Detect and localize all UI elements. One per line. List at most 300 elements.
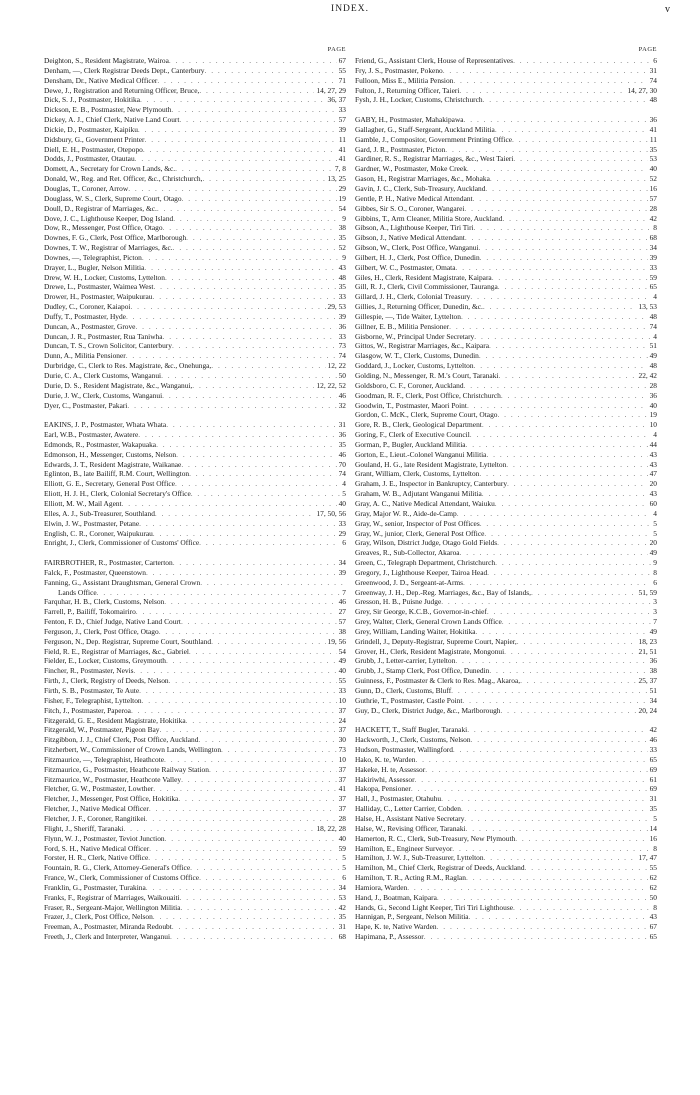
index-entry [44,430,346,440]
entry-text: Dickie, D., Postmaster, Kaipiku [44,124,138,134]
dot-leader [209,765,337,775]
index-entry [44,371,346,381]
entry-page: 36 [649,656,657,666]
entry-page: 40 [649,400,657,410]
entry-page: 31 [338,420,346,430]
dot-leader [181,775,337,785]
entry-text: Hamerton, R. C., Clerk, Sub-Treasury, New Plymouth [355,833,516,843]
entry-text: Gillespie, —, Tide Waiter, Lyttelton [355,311,461,321]
entry-page: 13, 53 [638,302,657,312]
entry-text: Hamilton, E., Engineer Surveyor [355,843,453,853]
entry-text: Dewe, J., Registration and Returning Officer, Bruce, [44,85,200,95]
dot-leader [500,706,636,716]
entry-page: 31 [649,65,657,75]
index-entry [355,814,657,824]
entry-text: Donald, W., Reg. and Ret. Officer, &c., Christchurch, [44,174,203,184]
entry-text: Hand, J., Boatman, Kaipara [355,892,437,902]
index-entry [355,873,657,883]
dot-leader [480,253,648,263]
entry-text: Gresson, H. B., Puisne Judge [355,597,442,607]
dot-leader [498,282,648,292]
dot-leader [467,164,648,174]
entry-text: Hako, K. te, Warden [355,754,416,764]
dot-leader [479,243,648,253]
index-entry [44,154,346,164]
entry-text: Halse, W., Revising Officer, Taranaki [355,823,466,833]
index-entry [355,656,657,666]
dot-leader [469,912,648,922]
entry-page: 8 [653,843,657,853]
index-entry [44,56,346,66]
entry-text: Duncan, T. S., Crown Solicitor, Canterbury [44,341,172,351]
entry-text: Franklin, G., Postmaster, Turakina [44,882,146,892]
index-entry [44,292,346,302]
entry-page: 59 [649,272,657,282]
entry-page: 8 [653,567,657,577]
index-entry [355,204,657,214]
entry-page: 41 [338,784,346,794]
dot-leader [459,86,625,96]
entry-page: 55 [338,676,346,686]
index-entry [355,666,657,676]
dot-leader [479,351,648,361]
dot-leader [169,56,337,66]
entry-page: 6 [342,538,346,548]
entry-text: Gray, Major W. R., Aide-de-Camp [355,508,457,518]
entry-page: 20 [649,538,657,548]
dot-leader [466,824,648,834]
entry-page: 48 [338,272,346,282]
entry-text: Fitzherbert, W., Commissioner of Crown Lands, Wellington [44,745,222,755]
dot-leader [437,922,648,932]
dot-leader [146,814,337,824]
index-entry [355,903,657,913]
entry-text: Gunn, D., Clerk, Customs, Bluff [355,686,452,695]
entry-page: 28 [338,813,346,823]
dot-leader [483,302,637,312]
entry-page: 27 [338,607,346,617]
dot-leader [146,568,337,578]
entry-page: 34 [649,243,657,253]
index-entry [44,765,346,775]
index-entry [44,125,346,135]
entry-text: Duncan, A., Postmaster, Grove [44,321,136,331]
index-entry [355,509,657,519]
entry-page: 38 [338,223,346,233]
dot-leader [453,76,647,86]
dot-leader [180,903,336,913]
entry-text: Dow, R., Messenger, Post Office, Otago [44,223,163,233]
dot-leader [135,154,337,164]
index-entry [355,214,657,224]
dot-leader [164,597,336,607]
dot-leader [476,627,648,637]
entry-page: 40 [338,498,346,508]
entry-page: 36, 37 [327,95,346,105]
dot-leader [501,391,648,401]
entry-page: 54 [338,646,346,656]
dot-leader [199,873,340,883]
entry-text: Gill, R. J., Clerk, Civil Commissioner, Tauranga [355,282,498,292]
index-entry [355,371,657,381]
index-entry [44,351,346,361]
index-entry [44,204,346,214]
entry-text: Hannigan, P., Sergeant, Nelson Militia [355,912,469,922]
index-entry [44,932,346,942]
index-entry [355,233,657,243]
entry-page: 5 [342,853,346,863]
dot-leader [189,647,337,657]
entry-text: Flight, J., Sheriff, Taranaki [44,823,124,833]
index-entry [44,794,346,804]
dot-leader [166,656,337,666]
entry-page: 69 [649,764,657,774]
dot-leader [449,322,647,332]
dot-leader [97,588,341,598]
index-entry [355,322,657,332]
index-entry [355,824,657,834]
dot-leader [221,745,337,755]
entry-page: 37 [338,794,346,804]
index-entry [44,420,346,430]
index-entry [44,627,346,637]
entry-text: EAKINS, J. P., Postmaster, Whata Whata [44,420,167,430]
entry-page: 9 [342,252,346,262]
entry-page: 71 [338,75,346,85]
index-entry [44,647,346,657]
entry-text: Edmonds, R., Postmaster, Wakapuaka [44,439,157,449]
index-entry [44,775,346,785]
entry-text: Hamilton, T. R., Acting R.M., Raglan [355,873,466,883]
index-entry [355,223,657,233]
index-entry [44,233,346,243]
index-entry [44,105,346,115]
index-entry [44,824,346,834]
index-entry [44,834,346,844]
index-entry [44,903,346,913]
entry-page: 33 [338,686,346,695]
dot-leader [470,292,651,302]
dot-leader [178,794,336,804]
index-entry [44,135,346,145]
entry-page: 12, 22, 52 [316,380,346,390]
entry-page: 4 [653,508,657,518]
index-entry [44,194,346,204]
entry-text: Gillard, J. H., Clerk, Colonial Treasury [355,292,471,302]
index-entry [355,893,657,903]
entry-text: Dudley, C., Coroner, Kaiapoi [44,302,131,312]
index-entry [355,430,657,440]
entry-text: Falck, F., Postmaster, Queenstown [44,567,146,577]
index-entry [44,745,346,755]
entry-text: Gray, Wilson, District Judge, Otago Gold Fields [355,538,498,548]
entry-text: Hands, G., Second Light Keeper, Tiri Tiri Lighthouse [355,902,513,912]
entry-text: Fitzmaurice, W., Postmaster, Heathcote Valley [44,774,182,784]
entry-text: Didsbury, G., Government Printer [44,134,145,144]
entry-text: Gouland, H. G., late Resident Magistrate, Lyttelton [355,459,507,469]
dot-leader [142,696,337,706]
dot-leader [146,883,337,893]
index-entry [355,922,657,932]
dot-leader [163,332,337,342]
entry-page: 4 [653,292,657,302]
entry-page: 19, 56 [327,636,346,646]
entry-text: Forster, H. R., Clerk, Native Office [44,853,149,863]
index-entry [44,66,346,76]
entry-page: 14, 27, 30 [627,85,657,95]
entry-text: Elliott, G. E., Secretary, General Post Office [44,479,175,489]
dot-leader [199,538,340,548]
index-entry [355,765,657,775]
entry-text: Drower, H., Postmaster, Waipukurau [44,292,153,302]
entry-text: Gibbes, Sir S. O., Coroner, Wangarei [355,203,465,213]
index-entry [355,912,657,922]
entry-text: Hakeke, H. te, Assessor [355,764,426,774]
entry-page: 57 [338,617,346,627]
entry-page: 43 [649,449,657,459]
page-header [0,4,700,20]
dot-leader [186,233,336,243]
entry-text: Gardner, W., Postmaster, Moke Creek [355,164,467,174]
entry-page: 5 [342,489,346,499]
entry-page: 11 [649,134,657,144]
entry-text: Elwin, J. W., Postmaster, Petane [44,518,140,528]
index-entry [44,381,346,391]
entry-page: 3 [653,607,657,617]
dot-leader [471,735,648,745]
index-entry [44,696,346,706]
dot-leader [143,145,337,155]
dot-leader [497,538,647,548]
index-entry [355,637,657,647]
index-entry [44,479,346,489]
dot-leader [157,204,337,214]
entry-page: 42 [338,902,346,912]
dot-leader [211,361,325,371]
dot-leader [191,489,341,499]
entry-text: Grant, William, Clerk, Customs, Lyttelton [355,469,480,479]
entry-text: Dyer, C., Postmaster, Pakari [44,400,128,410]
entry-text: Firth, S. B., Postmaster, Te Aute [44,686,140,695]
dot-leader [162,391,336,401]
entry-text: Hamilton, J. W. J., Sub-Treasurer, Lyttelton [355,853,484,863]
entry-page: 53 [649,154,657,164]
dot-leader [484,529,651,539]
dot-leader [411,784,648,794]
index-entry [44,332,346,342]
entry-text: Guinness, F., Postmaster & Clerk to Res. Mag., Akaroa, [355,676,521,686]
dot-leader [165,273,337,283]
entry-text: Duncan, J. R., Postmaster, Rua Taniwha [44,331,163,341]
dot-leader [131,706,337,716]
entry-page: 39 [649,252,657,262]
index-entry [44,706,346,716]
entry-page: 21, 51 [638,646,657,656]
entry-text: Guy, D., Clerk, District Judge, &c., Marlborough [355,705,501,715]
entry-text: Freeth, J., Clerk and Interpreter, Wanganui [44,932,171,942]
index-entry [355,548,657,558]
entry-page: 39 [338,311,346,321]
entry-page: 74 [338,351,346,361]
dot-leader [172,922,337,932]
dot-leader [467,725,647,735]
entry-text: Hall, J., Postmaster, Otahuhu [355,794,442,804]
index-entry [44,263,346,273]
entry-page: 38 [338,626,346,636]
entry-page: 34 [338,558,346,568]
index-entry [44,538,346,548]
index-entry [355,794,657,804]
dot-leader [480,519,652,529]
index-entry [355,489,657,499]
entry-page [344,578,346,588]
dot-leader [489,341,648,351]
entry-text: Durie, J. W., Clerk, Customs, Wanganui [44,390,163,400]
entry-page: 8 [653,902,657,912]
entry-text: Frazer, J., Clerk, Post Office, Nelson [44,912,153,922]
index-entry [44,519,346,529]
entry-text: Graham, J. E., Inspector in Bankruptcy, Canterbury [355,479,508,489]
dot-leader [159,725,336,735]
dot-leader [464,204,647,214]
entry-text: Gilbert, W. C., Postmaster, Omata [355,262,456,272]
index-entry [44,174,346,184]
entry-page: 33 [338,518,346,528]
index-entry [44,686,346,696]
dot-leader [126,351,337,361]
entry-text: Fenton, F. D., Chief Judge, Native Land Court [44,617,181,627]
index-entry [355,499,657,509]
index-entry [44,499,346,509]
index-entry [355,135,657,145]
dot-leader [172,341,337,351]
entry-page: 42 [649,725,657,735]
right-entry-list [355,56,657,942]
entry-page: 6 [653,577,657,587]
index-entry [44,164,346,174]
index-entry [44,844,346,854]
entry-page: 49 [338,656,346,666]
dot-leader [166,420,336,430]
entry-text: Earl, W.B., Postmaster, Awatere [44,430,139,440]
index-entry [44,814,346,824]
page-column-heading: PAGE [327,46,346,53]
section-gap [355,105,657,115]
entry-text: Denham, —, Clerk Registrar Deeds Dept., Canterbury [44,65,205,75]
index-entry [355,519,657,529]
entry-page: 43 [338,262,346,272]
entry-page: 33 [649,262,657,272]
index-entry [355,469,657,479]
dot-leader [495,558,651,568]
entry-text: Halse, H., Assistant Native Secretary [355,813,465,823]
entry-text: Dunn, A., Militia Pensioner [44,351,126,361]
entry-page: 20, 24 [638,705,657,715]
entry-text: Gray, W., senior, Inspector of Post Offices [355,518,480,528]
index-entry [355,735,657,745]
entry-page: 49 [649,548,657,558]
entry-page: 33 [649,745,657,755]
entry-page: 30 [338,735,346,745]
dot-leader [122,499,337,509]
dot-leader [490,174,648,184]
entry-page: 40 [649,164,657,174]
index-entry [44,607,346,617]
dot-leader [153,282,336,292]
entry-text: Gibson, J., Native Medical Attendant [355,233,465,243]
index-entry [44,391,346,401]
entry-page: 65 [649,932,657,942]
entry-text: Giles, H., Clerk, Resident Magistrate, Kaipara [355,272,492,282]
entry-text: Drew, W. H., Locker, Customs, Lyttelton [44,272,165,282]
entry-text: Fitzmaurice, G., Postmaster, Heathcote Railway Station [44,764,209,774]
index-entry [355,804,657,814]
entry-page: 10 [649,420,657,430]
entry-text: Dodds, J., Postmaster, Otautau [44,154,135,164]
entry-page: 12, 22 [327,361,346,371]
index-entry [355,588,657,598]
entry-text: Gilbert, H. J., Clerk, Post Office, Dunedin [355,252,480,262]
entry-page: 47 [649,469,657,479]
entry-page: 40 [338,666,346,676]
dot-leader [474,332,651,342]
entry-page: 9 [653,558,657,568]
index-entry [44,676,346,686]
dot-leader [179,115,336,125]
index-entry [355,282,657,292]
dot-leader [502,214,647,224]
dot-leader [192,381,314,391]
entry-page: 38 [649,666,657,676]
index-entry [355,56,657,66]
entry-page: 29 [338,183,346,193]
entry-page: 69 [649,784,657,794]
entry-text: Grover, H., Clerk, Resident Magistrate, Mongonui [355,646,505,656]
index-entry [44,529,346,539]
index-entry [44,440,346,450]
entry-text: Gallagher, G., Staff-Sergeant, Auckland Militia [355,124,495,134]
entry-text: Drewe, L., Postmaster, Waimea West [44,282,154,292]
entry-page: 7, 8 [334,164,346,174]
entry-page: 35 [338,282,346,292]
entry-page: 44 [649,439,657,449]
dot-leader [205,66,337,76]
entry-text: Grey, Sir George, K.C.B., Governor-in-chief [355,607,487,617]
entry-text: Fielder, E., Locker, Customs, Greymouth [44,656,166,666]
dot-leader [451,686,647,696]
entry-page: 25, 37 [638,676,657,686]
index-entry [44,784,346,794]
dot-leader [473,194,648,204]
index-entry [355,844,657,854]
entry-page: 5 [653,518,657,528]
index-entry [355,460,657,470]
entry-page: 35 [649,144,657,154]
dot-leader [515,834,647,844]
entry-text: Dick, S. J., Postmaster, Hokitika [44,95,140,105]
dot-leader [507,479,648,489]
index-entry [355,529,657,539]
entry-text: Grubb, J., Letter-carrier, Lyttelton [355,656,456,666]
index-entry [355,361,657,371]
section-gap [355,716,657,726]
dot-leader [484,853,637,863]
entry-page: 18, 22, 28 [316,823,346,833]
dot-leader [169,676,337,686]
entry-text: Domett, A., Secretary for Crown Lands, &c. [44,164,176,174]
index-entry [44,617,346,627]
entry-page: 68 [338,932,346,942]
